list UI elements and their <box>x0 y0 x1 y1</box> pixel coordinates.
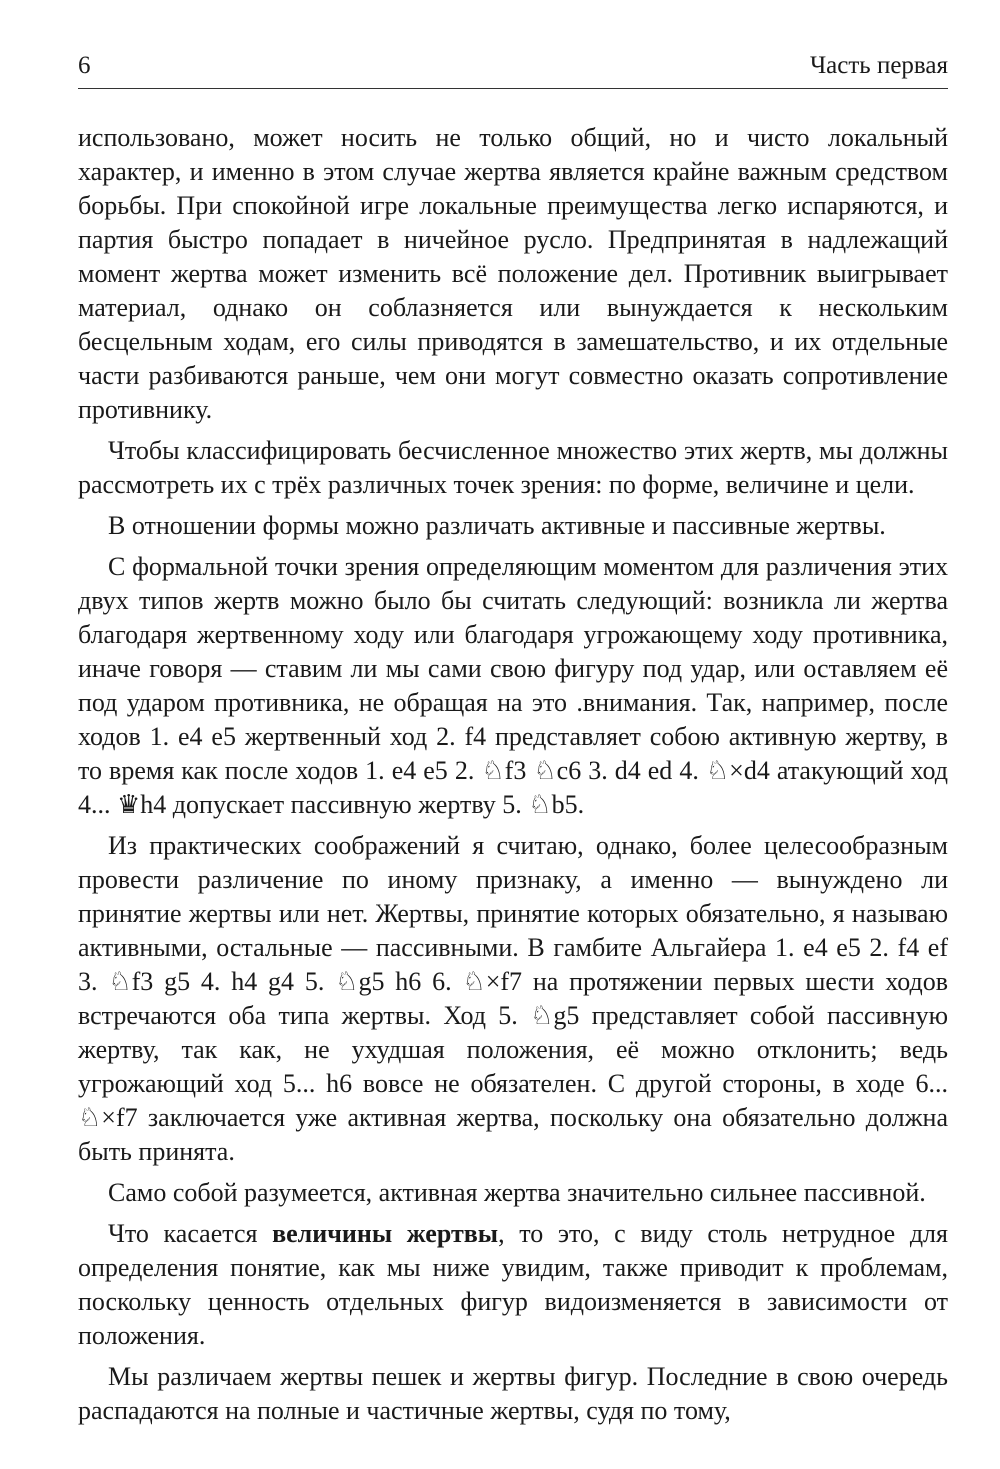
paragraph-active-stronger: Само собой разумеется, активная жертва значительно сильнее пассивной. <box>108 1178 926 1207</box>
paragraph-form: В отношении формы можно различать активные и пассивные жертвы. <box>108 511 886 540</box>
paragraph-sacrifice-size <box>78 1217 948 1353</box>
paragraph-pawn-piece: Мы различаем жертвы пешек и жертвы фигур. Последние в свою очередь распадаются на полные и частичные жертвы, судя по тому, <box>78 1362 948 1425</box>
section-title: Часть первая <box>809 52 948 79</box>
book-page <box>78 48 948 1435</box>
size-term-bold: величины жертвы <box>272 1219 499 1248</box>
body-text <box>78 121 948 1428</box>
size-text-after: , то это, с виду столь нетрудное для определения понятие, как мы ниже увидим, также приводит к проблемам, поскольку ценность отдельных фигур видоизменяется в зависимости от положения. <box>78 1219 948 1350</box>
running-header <box>78 48 948 89</box>
paragraph-classification: Чтобы классифицировать бесчисленное множество этих жертв, мы должны рассмотреть их с трёх различных точек зрения: по форме, величине и цели. <box>78 436 948 499</box>
size-text-before: Что касается <box>108 1219 273 1248</box>
paragraph-formal-view: С формальной точки зрения определяющим моментом для различения этих двух типов жертв можно было бы считать следующий: возникла ли жертва благодаря жертвенному ходу или благодаря угрожающему ходу противника, иначе говоря — ставим ли мы сами свою фигуру под удар, или оставляем её под ударом противника, не обращая на это .внимания. Так, например, после ходов 1. e4 e5 жертвенный ход 2. f4 представляет собою активную жертву, в то время как после ходов 1. e4 e5 2. ♘f3 ♘c6 3. d4 ed 4. ♘×d4 атакующий ход 4... ♛h4 допускает пассивную жертву 5. ♘b5. <box>78 552 948 819</box>
page-number: 6 <box>78 52 91 79</box>
paragraph-continuation: использовано, может носить не только общий, но и чисто локальный характер, и именно в этом случае жертва является крайне важным средством борьбы. При спокойной игре локальные преимущества легко испаряются, и партия быстро попадает в ничейное русло. Предпринятая в надлежащий момент жертва может изменить всё положение дел. Противник выигрывает материал, однако он соблазняется или вынуждается к нескольким бесцельным ходам, его силы приводятся в замешательство, и их отдельные части разбиваются раньше, чем они могут совместно оказать сопротивление противнику. <box>78 123 948 424</box>
paragraph-practical-view: Из практических соображений я считаю, однако, более целесообразным провести различение по иному признаку, а именно — вынуждено ли принятие жертвы или нет. Жертвы, принятие которых обязательно, я называю активными, остальные — пассивными. В гамбите Альгайера 1. e4 e5 2. f4 ef 3. ♘f3 g5 4. h4 g4 5. ♘g5 h6 6. ♘×f7 на протяжении первых шести ходов встречаются оба типа жертвы. Ход 5. ♘g5 представляет собой пассивную жертву, так как, не ухудшая положения, её можно отклонить; ведь угрожающий ход 5... h6 вовсе не обязателен. С другой стороны, в ходе 6... ♘×f7 заключается уже активная жертва, поскольку она обязательно должна быть принята. <box>78 831 948 1166</box>
